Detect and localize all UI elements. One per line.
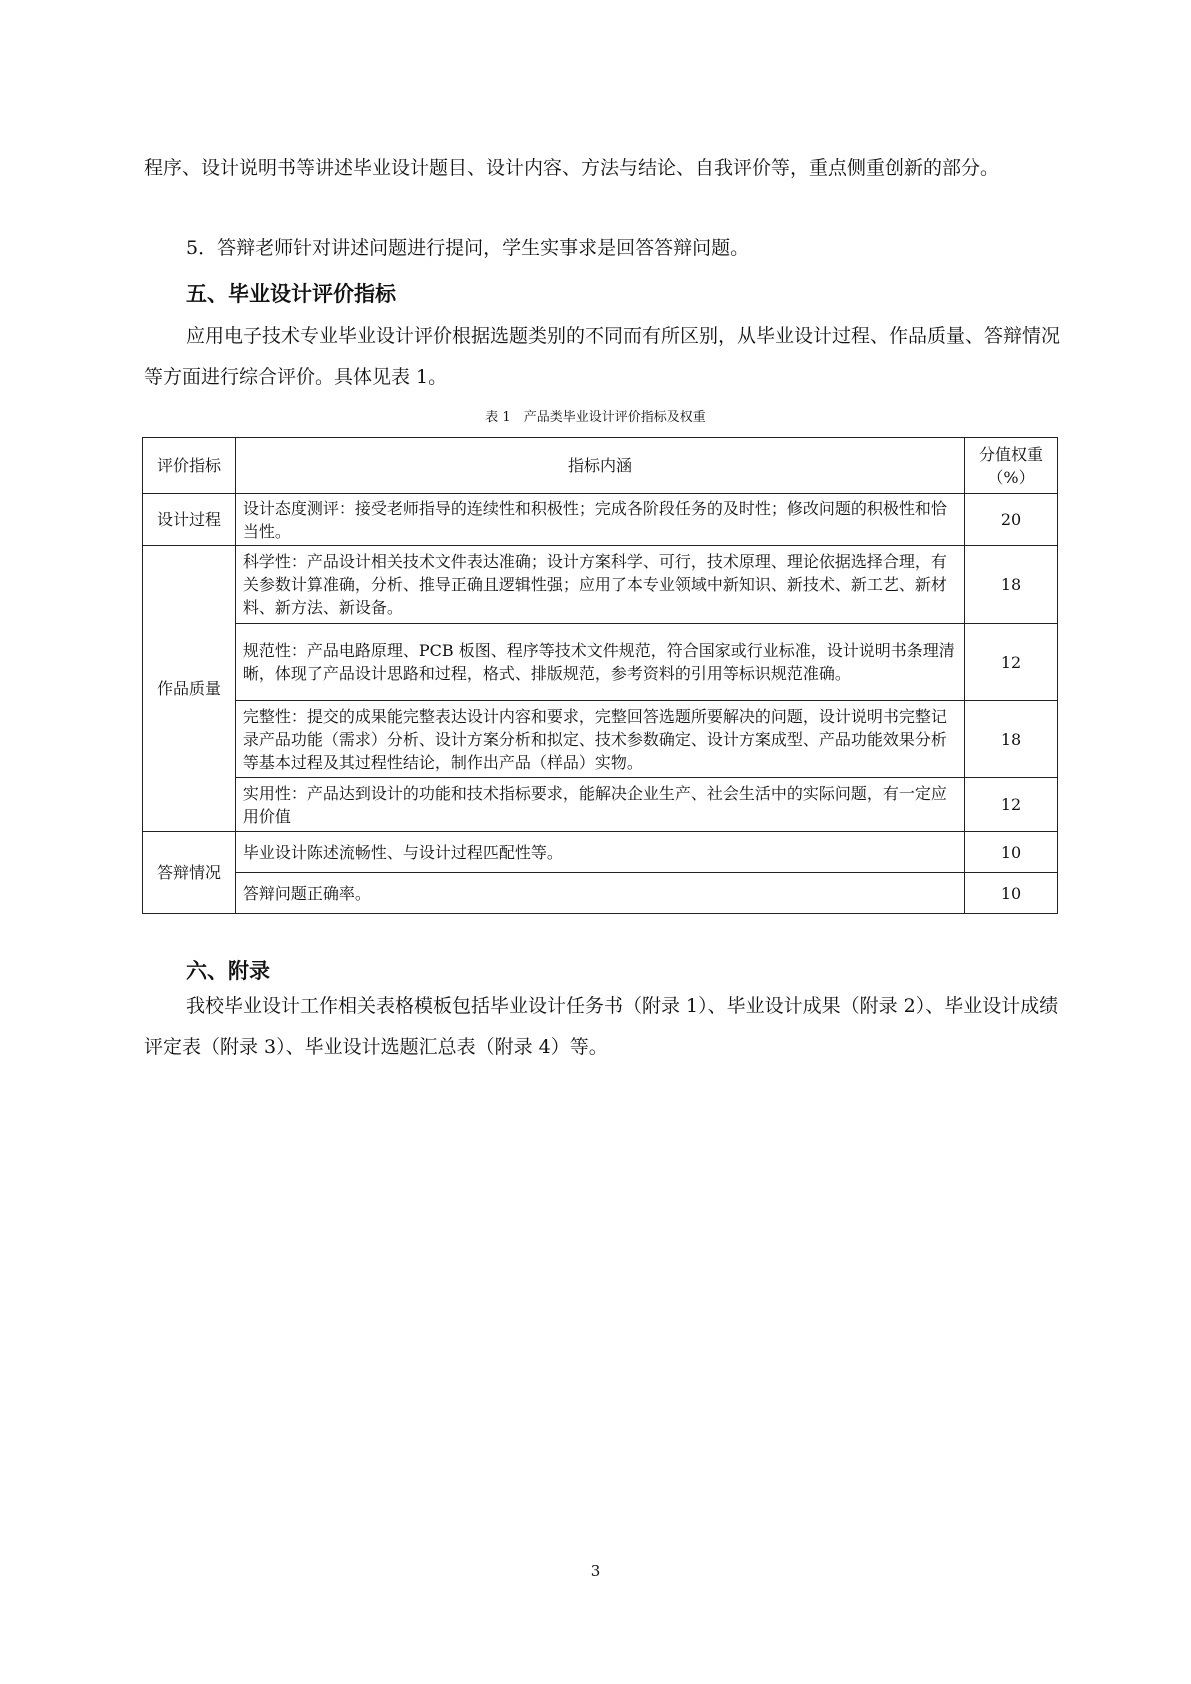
row-content: 实用性：产品达到设计的功能和技术指标要求，能解决企业生产、社会生活中的实际问题，有一定应用价值 [235, 778, 964, 832]
row-content: 毕业设计陈述流畅性、与设计过程匹配性等。 [235, 832, 964, 873]
table-header-row [143, 438, 1058, 494]
table-caption: 表 1 产品类毕业设计评价指标及权重 [485, 410, 706, 425]
row-weight: 12 [965, 778, 1058, 832]
table-row [143, 778, 1058, 832]
section-5-heading: 五、毕业设计评价指标 [186, 282, 396, 306]
list-item-5: 5．答辩老师针对讲述问题进行提问，学生实事求是回答答辩问题。 [186, 237, 750, 259]
intro-paragraph: 程序、设计说明书等讲述毕业设计题目、设计内容、方法与结论、自我评价等，重点侧重创新的部分。 [144, 157, 1000, 179]
header-indicator: 评价指标 [143, 438, 236, 494]
table-row [143, 494, 1058, 546]
header-content: 指标内涵 [235, 438, 964, 494]
group-work-quality: 作品质量 [143, 546, 236, 832]
table-row [143, 832, 1058, 873]
row-weight: 20 [965, 494, 1058, 546]
row-content: 答辩问题正确率。 [235, 873, 964, 914]
section-6-paragraph: 我校毕业设计工作相关表格模板包括毕业设计任务书（附录 1）、毕业设计成果（附录 2）、毕业设计成绩评定表（附录 3）、毕业设计选题汇总表（附录 4）等。 [144, 995, 1059, 1058]
row-weight: 18 [965, 546, 1058, 624]
table-row [143, 624, 1058, 701]
table-row [143, 546, 1058, 624]
row-content: 完整性：提交的成果能完整表达设计内容和要求，完整回答选题所要解决的问题，设计说明书完整记录产品功能（需求）分析、设计方案分析和拟定、技术参数确定、设计方案成型、产品功能效果分析等基本过程及其过程性结论，制作出产品（样品）实物。 [235, 701, 964, 778]
section-5-paragraph: 应用电子技术专业毕业设计评价根据选题类别的不同而有所区别，从毕业设计过程、作品质量、答辩情况等方面进行综合评价。具体见表 1。 [144, 325, 1061, 388]
page-number: 3 [590, 1562, 601, 1580]
group-defense: 答辩情况 [143, 832, 236, 914]
row-content: 设计态度测评：接受老师指导的连续性和积极性；完成各阶段任务的及时性；修改问题的积极性和恰当性。 [235, 494, 964, 546]
table-row [143, 873, 1058, 914]
section-6-heading: 六、附录 [186, 959, 270, 983]
row-weight: 18 [965, 701, 1058, 778]
row-content: 科学性：产品设计相关技术文件表达准确；设计方案科学、可行，技术原理、理论依据选择合理，有关参数计算准确，分析、推导正确且逻辑性强；应用了本专业领域中新知识、新技术、新工艺、新材料、新方法、新设备。 [235, 546, 964, 624]
row-weight: 10 [965, 832, 1058, 873]
table-row [143, 701, 1058, 778]
row-content: 规范性：产品电路原理、PCB 板图、程序等技术文件规范，符合国家或行业标准，设计说明书条理清晰，体现了产品设计思路和过程，格式、排版规范，参考资料的引用等标识规范准确。 [235, 624, 964, 701]
group-design-process: 设计过程 [143, 494, 236, 546]
header-weight: 分值权重（%） [965, 438, 1058, 494]
row-weight: 10 [965, 873, 1058, 914]
row-weight: 12 [965, 624, 1058, 701]
evaluation-table [142, 437, 1058, 914]
